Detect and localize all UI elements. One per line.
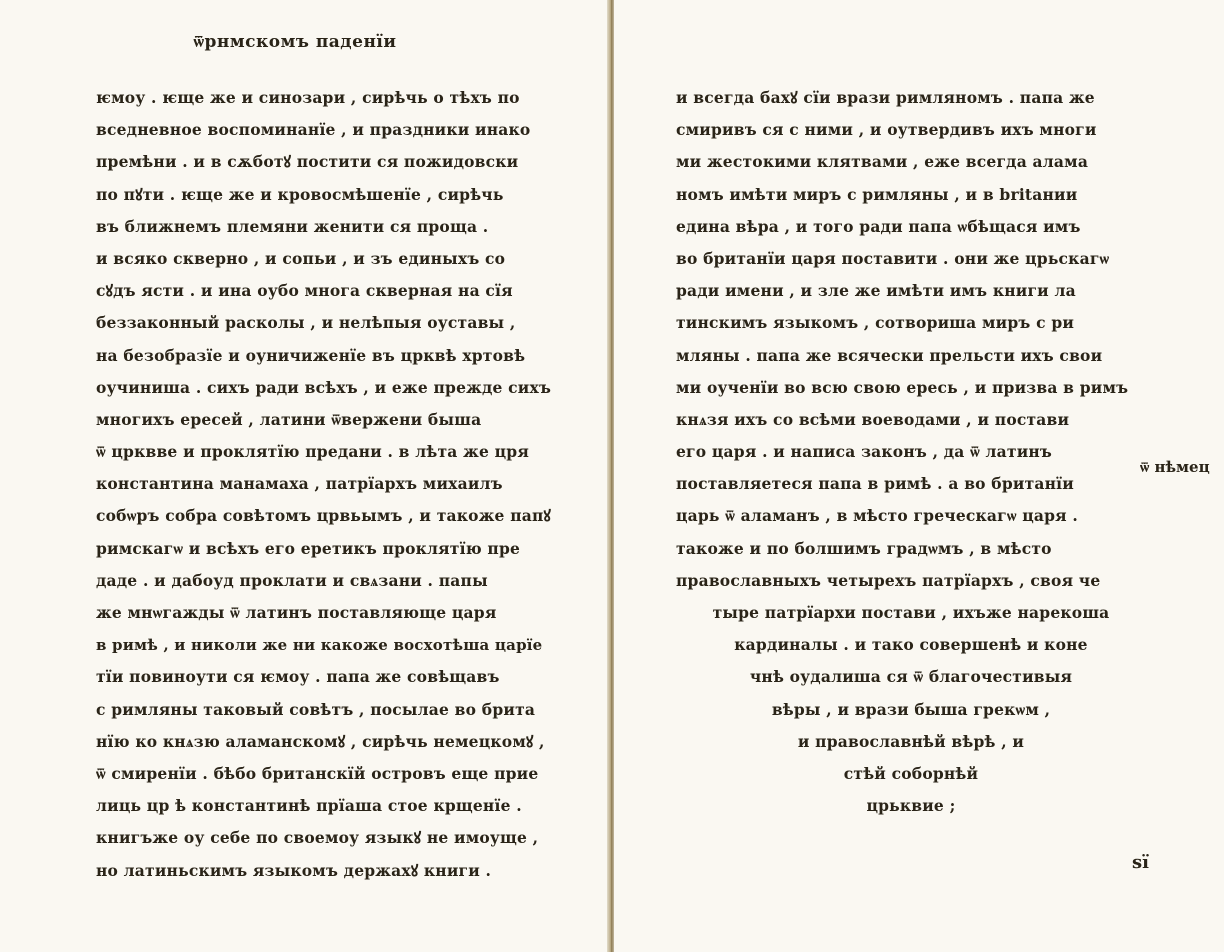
text-line: ради имени , и зле же имѣти имъ книги ла (676, 281, 1076, 301)
text-line: смиривъ ся с ними , и оутвердивъ ихъ многи (676, 120, 1097, 140)
text-line: чнѣ оудалиша ся ѿ благочестивыя (749, 667, 1073, 687)
text-line: с римляны таковый совѣтъ , посылае во брита (96, 699, 536, 719)
text-line: кардиналы . и тако совершенѣ и конe (734, 635, 1088, 655)
text-line: лиць цр ѣ константинѣ прїаша стое крщенїе . (96, 796, 522, 816)
text-line: тыре патрїархи постави , ихъже нарекоша (712, 603, 1110, 622)
text-line: нїю ко кнѧзю аламанскомꙋ , сирѣчь немецкомꙋ , (96, 731, 545, 751)
text-line: ми жестокими клятвами , еже всегда алама (676, 152, 1089, 172)
margin-note: ѿ нѣмец (1140, 458, 1210, 476)
text-line: стѣй соборнѣй (843, 763, 979, 783)
text-line: ѿ црквве и проклятїю предани . в лѣта же цря (96, 442, 529, 462)
text-line: константина манамаха , патрїархъ михаилъ (96, 474, 503, 494)
text-line: едина вѣра , и того ради папа ѡбѣщася имъ (676, 216, 1081, 236)
text-line: ѥмоу . ѥще же и синозари , сирѣчь о тѣхъ по (96, 88, 520, 107)
text-line: же мнѡгажды ѿ латинъ поставляюще царя (96, 603, 497, 622)
text-line: номъ имѣти миръ с римляны , и в britании (676, 184, 1078, 204)
text-line: царь ѿ аламанъ , в мѣсто греческагѡ царя . (676, 506, 1079, 526)
text-line: вседневное воспоминанїе , и праздники инако (96, 120, 531, 140)
text-line: даде . и дабоуд проклати и свѧзани . папы (96, 570, 488, 590)
text-line: премѣни . и в сѫботꙋ постити ся пожидовски (96, 152, 519, 172)
text-line: православныхъ четырехъ патрїархъ , своя че (676, 570, 1101, 590)
text-line: книгъже оу себе по своемоу языкꙋ не имоуще , (96, 828, 539, 848)
text-line: мляны . папа же всячески прельсти ихъ свои (676, 345, 1103, 365)
text-line: оучиниша . сихъ ради всѣхъ , и еже прежде сихъ (96, 377, 552, 397)
text-line: тїи повиноути ся ѥмоу . папа же совѣщавъ (96, 667, 500, 687)
text-line: црьквие ; (866, 796, 956, 816)
text-line: вѣры , и врази быша грекѡм , (771, 699, 1051, 719)
text-line: собѡръ собра совѣтомъ црвьымъ , и такоже папꙋ (96, 506, 551, 526)
left-page-text (96, 82, 556, 887)
text-line: и всегда бахꙋ сїи врази римляномъ . папа же (676, 88, 1095, 107)
page-header: ѿрнмскомъ паденїи (193, 32, 397, 52)
text-line: но латиньскимъ языкомъ держахꙋ книги . (96, 860, 492, 880)
right-page (614, 0, 1224, 952)
text-line: и православнѣй вѣрѣ , и (797, 731, 1025, 751)
text-line: ми оученїи во всю свою ересь , и призва в римъ (676, 377, 1129, 397)
folio-number: ѕї (1132, 852, 1149, 873)
text-line: многихъ ересей , латини ѿвержени быша (96, 409, 482, 429)
text-line: и всяко скверно , и сопьи , и зъ единыхъ со (96, 248, 506, 268)
text-line: его царя . и написа законъ , да ѿ латинъ (676, 442, 1053, 462)
text-line: беззаконный расколы , и нелѣпыя оуставы , (96, 313, 516, 333)
text-line: в римѣ , и николи же ни какоже восхотѣша царїе (96, 636, 543, 655)
text-line: сꙋдъ ясти . и ина оубо многа скверная на сїя (96, 281, 513, 301)
text-line: по пꙋти . ѥще же и кровосмѣшенїе , сирѣчь (96, 184, 504, 204)
text-line: тинскимъ языкомъ , сотвориша миръ с ри (676, 313, 1075, 333)
right-page-text (676, 82, 1146, 822)
text-line: въ ближнемъ племяни женити ся проща . (96, 216, 489, 236)
text-line: кнѧзя ихъ со всѣми воеводами , и постави (676, 409, 1070, 429)
left-page (0, 0, 610, 952)
text-line: на безобразїе и оуничиженїе въ црквѣ хртовѣ (96, 345, 526, 365)
text-line: римскагѡ и всѣхъ его еретикъ проклятїю пре (96, 538, 521, 558)
text-line: такоже и по болшимъ градѡмъ , в мѣсто (676, 538, 1052, 558)
text-line: поставляетеся папа в римѣ . а во британїи (676, 474, 1074, 494)
text-line: во британїи царя поставити . они же црьскагѡ (676, 248, 1110, 268)
text-line: ѿ смиренїи . бѣбо британскїй островъ еще прие (96, 763, 539, 783)
